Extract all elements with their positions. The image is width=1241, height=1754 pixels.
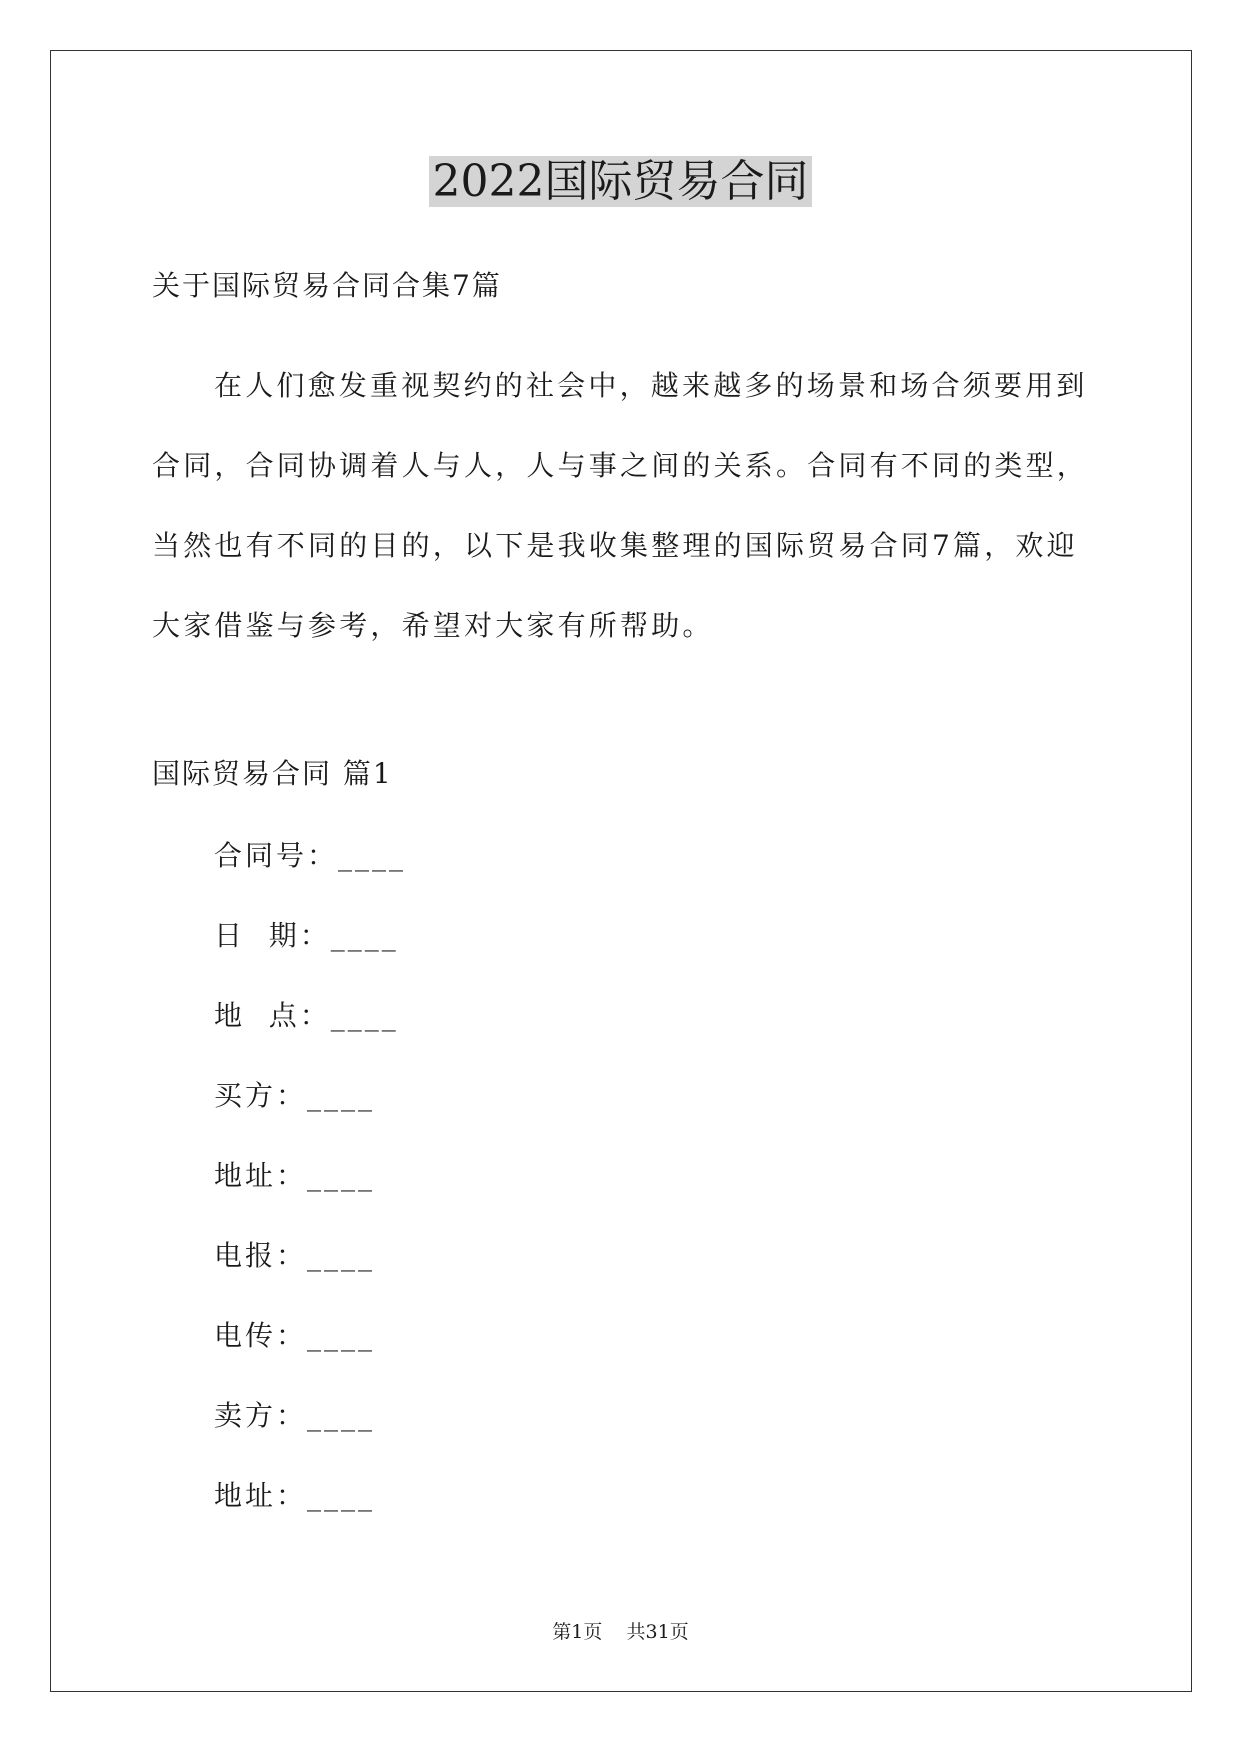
field-date: 日 期：____	[214, 919, 399, 952]
field-buyer-address: 地址：____	[214, 1159, 376, 1192]
section-heading: 国际贸易合同 篇1	[152, 757, 393, 790]
intro-paragraph: 在人们愈发重视契约的社会中，越来越多的场景和场合须要用到合同，合同协调着人与人，人与事之间的关系。合同有不同的类型，当然也有不同的目的，以下是我收集整理的国际贸易合同7篇，欢迎大家借鉴与参考，希望对大家有所帮助。	[152, 369, 1089, 642]
document-subtitle: 关于国际贸易合同合集7篇	[152, 269, 502, 302]
field-contract-number: 合同号：____	[214, 839, 407, 872]
field-seller: 卖方：____	[214, 1399, 376, 1432]
field-telex: 电传：____	[214, 1319, 376, 1352]
field-place: 地 点：____	[214, 999, 399, 1032]
title-text: 2022国际贸易合同	[429, 156, 813, 207]
field-buyer: 买方：____	[214, 1079, 376, 1112]
field-telegraph: 电报：____	[214, 1239, 376, 1272]
document-title	[0, 152, 1241, 212]
page-number: 第1页 共31页	[552, 1621, 689, 1643]
field-seller-address: 地址：____	[214, 1479, 376, 1512]
